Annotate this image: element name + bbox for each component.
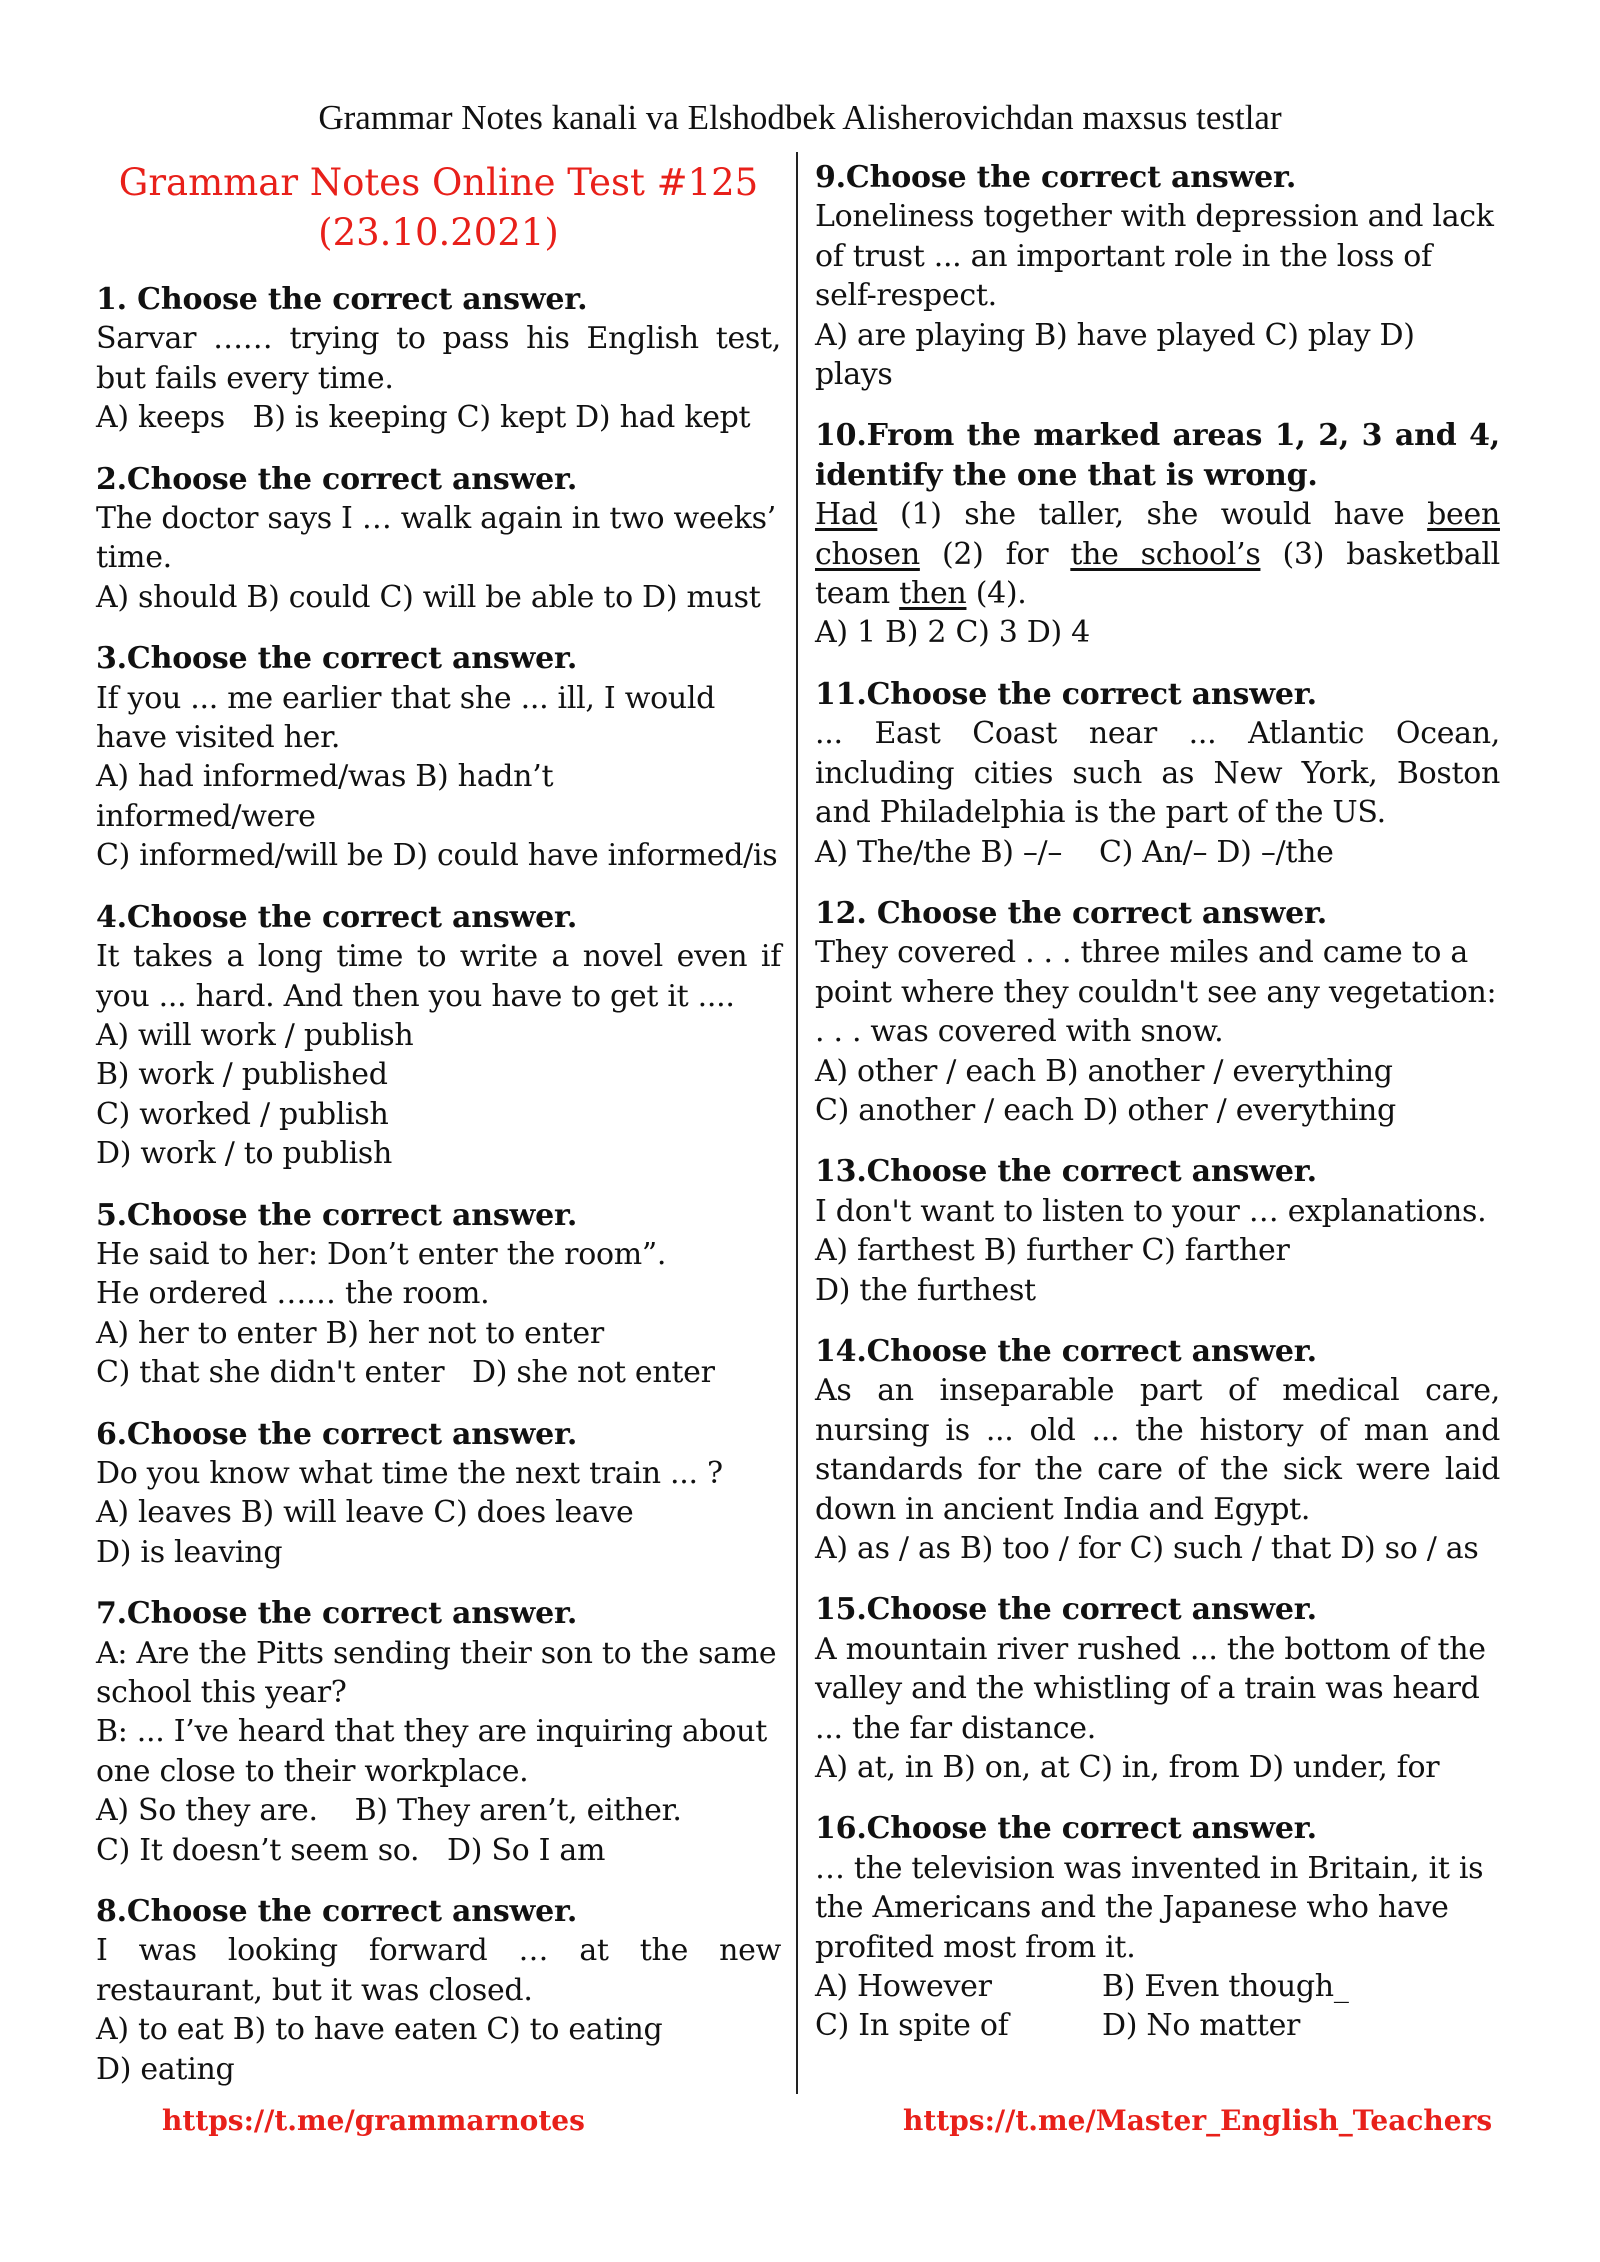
answer-options: A) leaves B) will leave C) does leave xyxy=(96,1495,634,1531)
question-14 xyxy=(815,1332,1500,1568)
question-text: If you ... me earlier that she ... ill, I would have visited her. xyxy=(96,680,716,756)
marked-area-3: the school’s xyxy=(1070,536,1261,572)
answer-options: A) had informed/was B) hadn’t informed/were xyxy=(96,759,554,834)
answer-options: C) informed/will be D) could have informed/is xyxy=(96,838,778,874)
question-text: Loneliness together with depression and lack of trust ... an important role in the loss of self-respect. xyxy=(815,199,1494,314)
marked-area-2: been chosen xyxy=(815,497,1500,572)
sentence-part: (1) she taller, she would have xyxy=(877,497,1428,533)
question-heading: 6.Choose the correct answer. xyxy=(96,1416,578,1452)
question-4 xyxy=(96,898,781,1174)
question-13 xyxy=(815,1152,1500,1310)
question-6 xyxy=(96,1415,781,1573)
answer-options: C) that she didn't enter D) she not enter xyxy=(96,1355,715,1391)
footer-link-master-english-teachers[interactable]: https://t.me/Master_English_Teachers xyxy=(903,2104,1493,2137)
question-10 xyxy=(815,416,1500,652)
question-text: I was looking forward … at the new restaurant, but it was closed. xyxy=(96,1933,781,2008)
question-3 xyxy=(96,639,781,875)
answer-options: A) 1 B) 2 C) 3 D) 4 xyxy=(815,615,1090,651)
column-divider xyxy=(796,152,798,2094)
answer-option-d: D) No matter xyxy=(1102,2008,1301,2044)
answer-option-a: A) However xyxy=(815,1969,992,2005)
question-heading: 3.Choose the correct answer. xyxy=(96,641,578,677)
question-heading: 10.From the marked areas 1, 2, 3 and 4, identify the one that is wrong. xyxy=(815,418,1500,493)
question-heading: 16.Choose the correct answer. xyxy=(815,1811,1317,1847)
answer-options: D) is leaving xyxy=(96,1534,283,1570)
answer-options: A) are playing B) have played C) play D) plays xyxy=(815,317,1415,393)
question-heading: 9.Choose the correct answer. xyxy=(815,160,1297,195)
answer-options: A) other / each B) another / everything xyxy=(815,1053,1393,1089)
question-text: He said to her: Don’t enter the room”. xyxy=(96,1236,667,1272)
test-title-date: (23.10.2021) xyxy=(318,211,559,254)
question-heading: 1. Choose the correct answer. xyxy=(96,282,588,317)
question-2 xyxy=(96,460,781,618)
right-column xyxy=(815,158,1500,2068)
answer-options: D) the furthest xyxy=(815,1272,1036,1308)
question-heading: 2.Choose the correct answer. xyxy=(96,461,578,497)
footer-link-grammarnotes[interactable]: https://t.me/grammarnotes xyxy=(162,2104,585,2137)
sentence-part: (4). xyxy=(966,576,1027,612)
question-16 xyxy=(815,1809,1500,2045)
question-text: ... East Coast near ... Atlantic Ocean, including cities such as New York, Boston and Philadelphia is the part of the US. xyxy=(815,716,1500,831)
answer-option-d: D) work / to publish xyxy=(96,1136,393,1172)
question-text: … the television was invented in Britain, it is the Americans and the Japanese who have profited most from it. xyxy=(815,1850,1484,1965)
answer-option-a: A) will work / publish xyxy=(96,1017,414,1053)
question-heading: 4.Choose the correct answer. xyxy=(96,899,578,935)
question-text xyxy=(815,495,1500,613)
answer-options: A) her to enter B) her not to enter xyxy=(96,1315,604,1351)
answer-options: A) to eat B) to have eaten C) to eating xyxy=(96,2012,663,2048)
marked-area-4: then xyxy=(899,576,967,612)
test-title xyxy=(96,158,781,258)
question-7 xyxy=(96,1594,781,1870)
question-text: As an inseparable part of medical care, nursing is ... old ... the history of man and standards for the care of the sick were laid down in ancient India and Egypt. xyxy=(815,1373,1500,1527)
question-15 xyxy=(815,1590,1500,1787)
page-header: Grammar Notes kanali va Elshodbek Alisherovichdan maxsus testlar xyxy=(318,98,1282,137)
answer-options: A) So they are. B) They aren’t, either. xyxy=(96,1793,682,1829)
question-text: It takes a long time to write a novel even if you ... hard. And then you have to get it .... xyxy=(96,939,781,1014)
question-text: The doctor says I … walk again in two weeks’ time. xyxy=(96,501,776,576)
question-heading: 5.Choose the correct answer. xyxy=(96,1197,578,1233)
question-text: He ordered …… the room. xyxy=(96,1276,490,1312)
answer-options: A) as / as B) too / for C) such / that D) so / as xyxy=(815,1531,1479,1566)
question-11 xyxy=(815,675,1500,872)
question-heading: 13.Choose the correct answer. xyxy=(815,1154,1317,1190)
question-text: I don't want to listen to your … explanations. xyxy=(815,1193,1487,1229)
sentence-part: (3) basketball team xyxy=(815,536,1500,612)
question-text: They covered . . . three miles and came to a point where they couldn't see any vegetation: . . . was covered with snow. xyxy=(815,935,1497,1050)
answer-options: A) keeps B) is keeping C) kept D) had kept xyxy=(96,400,751,436)
answer-options: C) It doesn’t seem so. D) So I am xyxy=(96,1832,606,1868)
marked-area-1: Had xyxy=(815,497,878,533)
question-text: A: Are the Pitts sending their son to the same school this year? xyxy=(96,1635,777,1710)
answer-options: A) should B) could C) will be able to D) must xyxy=(96,579,761,615)
answer-options: A) farthest B) further C) farther xyxy=(815,1233,1290,1269)
question-8 xyxy=(96,1892,781,2089)
question-text: A mountain river rushed ... the bottom of the valley and the whistling of a train was heard ... the far distance. xyxy=(815,1631,1486,1746)
answer-options-row xyxy=(815,1967,1500,2006)
answer-options-row xyxy=(815,2006,1500,2045)
question-heading: 7.Choose the correct answer. xyxy=(96,1596,578,1632)
answer-option-c: C) In spite of xyxy=(815,2008,1009,2044)
question-heading: 12. Choose the correct answer. xyxy=(815,895,1328,931)
question-text: Do you know what time the next train ... ? xyxy=(96,1455,723,1491)
answer-options: C) another / each D) other / everything xyxy=(815,1092,1396,1128)
question-9 xyxy=(815,158,1500,394)
question-heading: 8.Choose the correct answer. xyxy=(96,1894,578,1930)
answer-options: D) eating xyxy=(96,2051,235,2087)
question-heading: 11.Choose the correct answer. xyxy=(815,676,1317,712)
question-text: Sarvar …… trying to pass his English test, but fails every time. xyxy=(96,321,781,396)
answer-options: A) at, in B) on, at C) in, from D) under, for xyxy=(815,1750,1440,1786)
question-heading: 15.Choose the correct answer. xyxy=(815,1592,1317,1628)
answer-option-b: B) Even though_ xyxy=(1102,1969,1349,2005)
question-text: B: ... I’ve heard that they are inquiring about one close to their workplace. xyxy=(96,1714,767,1789)
question-12 xyxy=(815,894,1500,1130)
answer-option-b: B) work / published xyxy=(96,1057,388,1093)
answer-option-c: C) worked / publish xyxy=(96,1096,389,1132)
question-1 xyxy=(96,280,781,438)
answer-options: A) The/the B) –/– C) An/– D) –/the xyxy=(815,834,1334,870)
question-5 xyxy=(96,1196,781,1393)
question-heading: 14.Choose the correct answer. xyxy=(815,1333,1317,1369)
test-title-main: Grammar Notes Online Test #125 xyxy=(118,161,759,204)
sentence-part: (2) for xyxy=(919,536,1071,572)
left-column xyxy=(96,158,781,2111)
